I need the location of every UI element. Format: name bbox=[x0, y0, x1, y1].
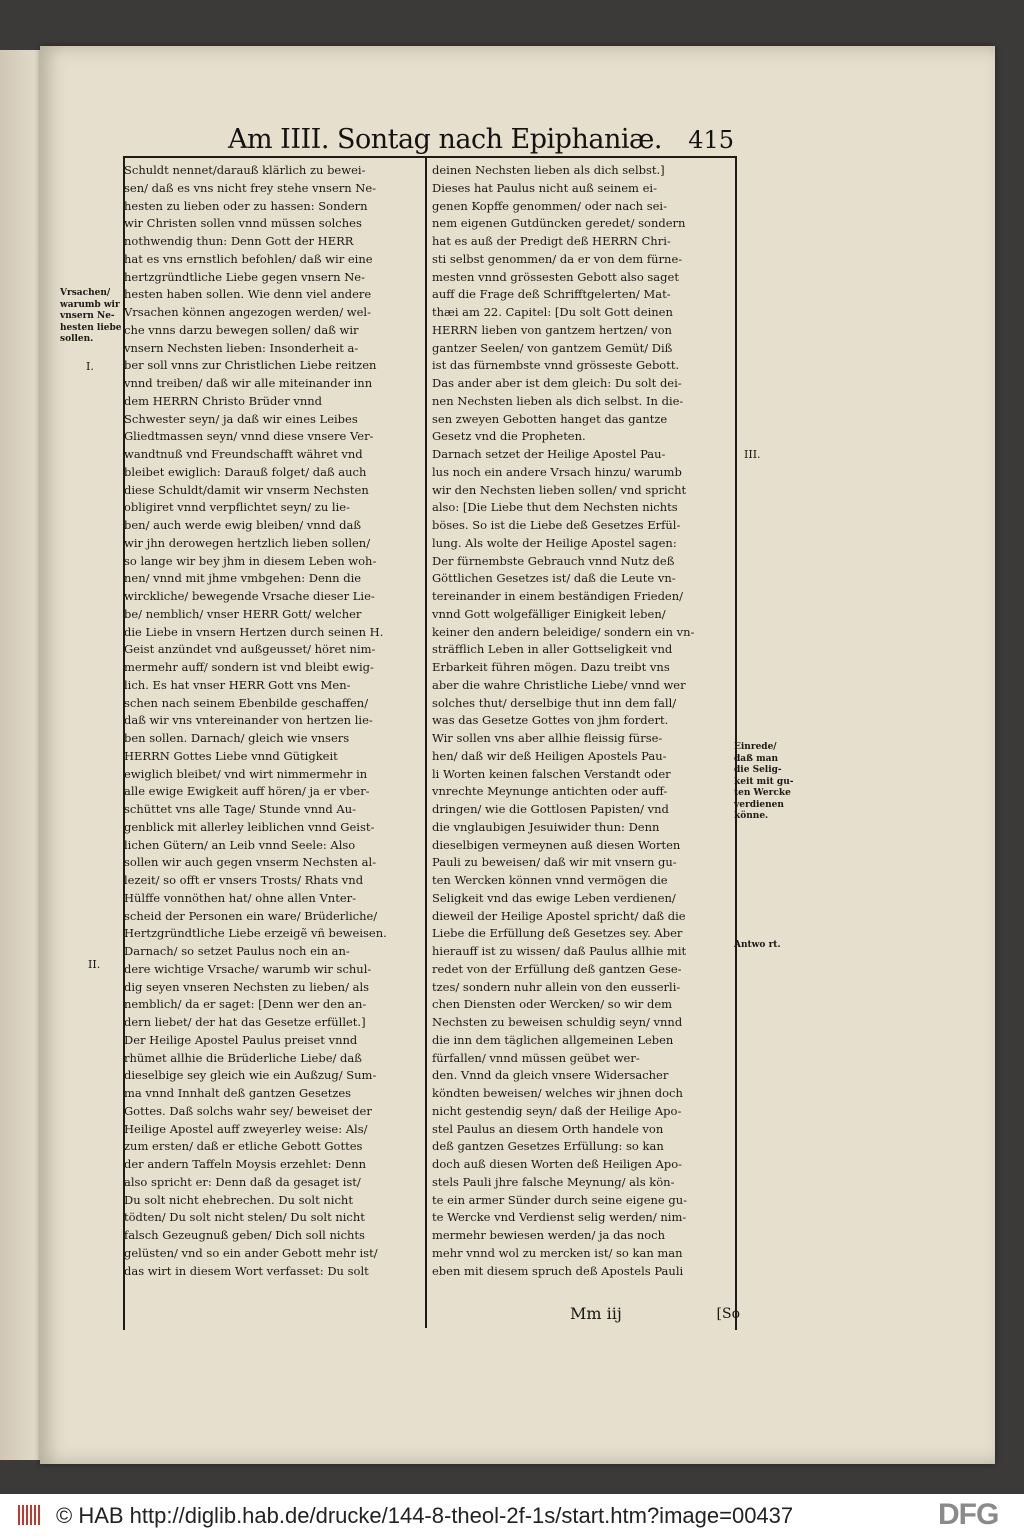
text-line: dere wichtige Vrsache/ warumb wir schul- bbox=[124, 961, 372, 976]
text-line: hierauff ist zu wissen/ daß Paulus allhie mit bbox=[432, 944, 687, 958]
text-line: Seligkeit vnd das ewige Leben verdienen/ bbox=[432, 890, 676, 905]
text-line: lus noch ein andere Vrsach hinzu/ warumb bbox=[432, 464, 682, 479]
text-line: li Worten keinen falschen Verstandt oder bbox=[432, 766, 671, 781]
text-line: mermehr auff/ sondern ist vnd bleibt ewig- bbox=[124, 660, 374, 674]
page-foot-marks bbox=[560, 1304, 740, 1326]
hab-library-icon bbox=[16, 1502, 42, 1528]
text-line: das wirt in diesem Wort verfasset: Du solt bbox=[124, 1263, 369, 1278]
text-line: hat es vns ernstlich befohlen/ daß wir eine bbox=[124, 251, 373, 266]
text-line: Gottes. Daß solchs wahr sey/ beweiset der bbox=[124, 1103, 372, 1118]
text-line: stel Paulus an diesem Orth handele von bbox=[432, 1121, 664, 1136]
text-line: Der Heilige Apostel Paulus preiset vnnd bbox=[124, 1032, 358, 1047]
text-line: gantzer Seelen/ von gantzem Gemüt/ Diß bbox=[432, 340, 673, 355]
text-line: be/ nemblich/ vnser HERR Gott/ welcher bbox=[124, 606, 362, 621]
text-line: Liebe die Erfüllung deß Gesetzes sey. Aber bbox=[432, 926, 683, 941]
text-line: nemblich/ da er saget: [Denn wer den an- bbox=[124, 997, 367, 1012]
text-line: redet von der Erfüllung deß gantzen Gese- bbox=[432, 961, 682, 976]
text-line: dieweil der Heilige Apostel spricht/ daß die bbox=[432, 908, 686, 923]
text-column-right bbox=[432, 162, 730, 1280]
text-column-left bbox=[124, 162, 422, 1280]
text-line: böses. So ist die Liebe deß Gesetzes Erfül- bbox=[432, 518, 681, 532]
text-line: sen/ daß es vns nicht frey stehe vnsern Ne- bbox=[124, 180, 377, 195]
text-line: rhümet allhie die Brüderliche Liebe/ daß bbox=[124, 1050, 362, 1065]
text-line: die inn dem täglichen allgemeinen Leben bbox=[432, 1032, 674, 1047]
text-line: HERRN lieben von gantzem hertzen/ von bbox=[432, 322, 672, 337]
text-line: vnsern Nechsten lieben: Insonderheit a- bbox=[124, 340, 359, 355]
text-line: tereinander in einem beständigen Frieden/ bbox=[432, 589, 684, 603]
text-line: wir den Nechsten lieben sollen/ vnd spricht bbox=[432, 482, 687, 497]
copyright-link[interactable]: © HAB http://diglib.hab.de/drucke/144-8-theol-2f-1s/start.htm?image=00437 bbox=[56, 1503, 794, 1528]
margin-roman-three: III. bbox=[744, 448, 761, 461]
text-line: te Wercke vnd Verdienst selig werden/ nim- bbox=[432, 1210, 687, 1225]
text-line: hesten zu lieben oder zu hassen: Sondern bbox=[124, 198, 368, 213]
text-line: hat es auß der Predigt deß HERRN Chri- bbox=[432, 234, 671, 248]
text-line: falsch Gezeugnuß geben/ Dich soll nichts bbox=[124, 1228, 365, 1242]
text-line: köndten beweisen/ welches wir jhnen doch bbox=[432, 1086, 683, 1100]
text-line: eben mit diesem spruch deß Apostels Pauli bbox=[432, 1263, 684, 1278]
text-line: te ein armer Sünder durch seine eigene gu- bbox=[432, 1192, 688, 1207]
text-line: ist das fürnembste vnnd grösseste Gebott. bbox=[432, 358, 680, 373]
text-line: Heilige Apostel auff zweyerley weise: Als/ bbox=[124, 1121, 368, 1136]
text-line: sträfflich Leben in aller Gottseligkeit vnd bbox=[432, 642, 673, 657]
text-line: sen zweyen Gebotten hanget das gantze bbox=[432, 411, 668, 426]
text-line: auff die Frage deß Schrifftgelerten/ Mat- bbox=[432, 287, 671, 302]
text-line: gelüsten/ vnd so ein ander Gebott mehr ist/ bbox=[124, 1245, 378, 1260]
text-line: mesten vnnd grössesten Gebott also saget bbox=[432, 269, 679, 284]
text-line: che vnns darzu bewegen sollen/ daß wir bbox=[124, 322, 359, 337]
text-line: Du solt nicht ehebrechen. Du solt nicht bbox=[124, 1192, 353, 1207]
text-line: ma vnnd Innhalt deß gantzen Gesetzes bbox=[124, 1086, 352, 1100]
text-line: Vrsachen können angezogen werden/ wel- bbox=[124, 305, 371, 319]
text-line: dringen/ wie die Gottlosen Papisten/ vnd bbox=[432, 802, 669, 816]
text-line: lung. Als wolte der Heilige Apostel sagen: bbox=[432, 535, 677, 550]
text-line: Schuldt nennet/darauß klärlich zu bewei- bbox=[124, 163, 366, 177]
text-line: was das Gesetze Gottes von jhm fordert. bbox=[432, 713, 669, 728]
text-line: solches thut/ derselbige thut inn dem fall/ bbox=[432, 695, 677, 710]
text-line: mehr vnnd wol zu mercken ist/ so kan man bbox=[432, 1245, 683, 1260]
text-line: Der fürnembste Gebrauch vnnd Nutz deß bbox=[432, 553, 675, 568]
signature-mark: Mm iij bbox=[570, 1304, 622, 1323]
text-line: ben sollen. Darnach/ gleich wie vnsers bbox=[124, 731, 350, 745]
text-line: schen nach seinem Ebenbilde geschaffen/ bbox=[124, 695, 369, 710]
text-line: Darnach/ so setzet Paulus noch ein an- bbox=[124, 944, 350, 958]
text-line: Gliedtmassen seyn/ vnnd diese vnsere Ver- bbox=[124, 429, 374, 444]
text-line: den. Vnnd da gleich vnsere Widersacher bbox=[432, 1068, 669, 1083]
text-line: Göttlichen Gesetzes ist/ daß die Leute vn- bbox=[432, 571, 676, 586]
text-line: Darnach setzet der Heilige Apostel Pau- bbox=[432, 447, 666, 461]
text-line: schüttet vns alle Tage/ Stunde vnnd Au- bbox=[124, 802, 357, 816]
text-line: wirckliche/ bewegende Vrsache dieser Lie- bbox=[124, 589, 375, 603]
text-line: ewiglich bleibet/ vnd wirt nimmermehr in bbox=[124, 766, 368, 781]
text-line: fürfallen/ vnnd müssen geübet wer- bbox=[432, 1050, 640, 1065]
page-number: 415 bbox=[688, 126, 734, 154]
text-line: Das ander aber ist dem gleich: Du solt dei- bbox=[432, 376, 682, 390]
text-line: stels Pauli jhre falsche Meynung/ als kön- bbox=[432, 1174, 675, 1189]
catchword: [So bbox=[716, 1306, 740, 1322]
text-line: dern liebet/ der hat das Gesetze erfüllet.] bbox=[124, 1015, 366, 1029]
text-line: tzes/ sondern nuhr allein von den eusserli- bbox=[432, 979, 681, 994]
text-line: ten Wercken können vnnd vermögen die bbox=[432, 873, 668, 887]
text-line: HERRN Gottes Liebe vnnd Gütigkeit bbox=[124, 748, 338, 763]
text-line: vnnd treiben/ daß wir alle miteinander inn bbox=[124, 376, 373, 390]
book-page bbox=[40, 46, 995, 1464]
text-line: chen Diensten oder Wercken/ so wir dem bbox=[432, 997, 673, 1012]
text-line: keiner den andern beleidige/ sondern ein vn- bbox=[432, 624, 695, 639]
text-line: nothwendig thun: Denn Gott der HERR bbox=[124, 234, 354, 248]
text-line: sti selbst genommen/ da er von dem fürne- bbox=[432, 251, 683, 266]
text-line: Wir sollen vns aber allhie fleissig fürse- bbox=[432, 731, 663, 745]
text-line: wir jhn derowegen hertzlich lieben sollen/ bbox=[124, 535, 371, 550]
dfg-logo: DFG bbox=[938, 1498, 999, 1531]
text-line: wir Christen sollen vnnd müssen solches bbox=[124, 216, 362, 231]
text-line: scheid der Personen ein ware/ Brüderliche/ bbox=[124, 908, 378, 923]
text-line: wandtnuß vnd Freundschafft währet vnd bbox=[124, 447, 363, 461]
text-line: also spricht er: Denn daß da gesaget ist/ bbox=[124, 1174, 361, 1189]
text-line: mermehr bewiesen werden/ ja das noch bbox=[432, 1228, 666, 1242]
text-line: lichen Gütern/ an Leib vnnd Seele: Also bbox=[124, 837, 356, 852]
text-line: Nechsten zu beweisen schuldig seyn/ vnnd bbox=[432, 1015, 683, 1029]
text-line: dieselbigen vermeynen auß diesen Worten bbox=[432, 837, 681, 852]
text-line: ben/ auch werde ewig bleiben/ vnnd daß bbox=[124, 518, 362, 532]
text-line: also: [Die Liebe thut dem Nechsten nichts bbox=[432, 500, 678, 515]
text-line: die vnglaubigen Jesuiwider thun: Denn bbox=[432, 819, 660, 834]
text-line: bleibet ewiglich: Darauß folget/ daß auch bbox=[124, 464, 367, 479]
margin-roman-one: I. bbox=[86, 360, 94, 373]
text-line: lezeit/ so offt er vnsers Trosts/ Rhats vnd bbox=[124, 873, 364, 887]
text-line: Pauli zu beweisen/ daß wir mit vnsern gu- bbox=[432, 855, 677, 870]
text-line: dieselbige sey gleich wie ein Außzug/ Sum- bbox=[124, 1068, 377, 1083]
text-line: nicht gestendig seyn/ daß der Heilige Apo- bbox=[432, 1103, 682, 1118]
text-line: vnnd Gott wolgefälliger Einigkeit leben/ bbox=[432, 606, 666, 621]
text-line: hen/ daß wir deß Heiligen Apostels Pau- bbox=[432, 748, 667, 763]
text-line: alle ewige Ewigkeit auff hören/ ja er vber- bbox=[124, 784, 370, 799]
text-line: Gesetz vnd die Propheten. bbox=[432, 429, 586, 444]
text-line: doch auß diesen Worten deß Heiligen Apo- bbox=[432, 1157, 683, 1171]
text-line: sollen wir auch gegen vnserm Nechsten al- bbox=[124, 855, 377, 870]
text-line: hesten haben sollen. Wie denn viel andere bbox=[124, 287, 372, 302]
text-line: Hülffe vonnöthen hat/ ohne allen Vnter- bbox=[124, 890, 357, 905]
margin-note-causes: Vrsachen/ warumb wir vnsern Ne- hesten liebe sollen. bbox=[60, 288, 122, 344]
text-line: der andern Taffeln Moysis erzehlet: Denn bbox=[124, 1157, 367, 1171]
text-line: Erbarkeit führen mögen. Dazu treibt vns bbox=[432, 660, 670, 674]
text-line: deinen Nechsten lieben als dich selbst.] bbox=[432, 163, 665, 177]
running-title: Am IIII. Sontag nach Epiphaniæ. bbox=[228, 124, 662, 155]
text-line: deß gantzen Gesetzes Erfüllung: so kan bbox=[432, 1139, 664, 1154]
column-divider bbox=[425, 158, 427, 1328]
text-line: zum ersten/ daß er etliche Gebott Gottes bbox=[124, 1139, 363, 1154]
page-header bbox=[118, 122, 740, 158]
footer-bar bbox=[0, 1494, 1024, 1538]
text-line: dig seyen vnseren Nechsten zu lieben/ als bbox=[124, 979, 370, 994]
margin-roman-two: II. bbox=[88, 958, 101, 971]
text-line: diese Schuldt/damit wir vnserm Nechsten bbox=[124, 482, 369, 497]
text-line: thæi am 22. Capitel: [Du solt Gott deinen bbox=[432, 305, 673, 319]
text-line: Dieses hat Paulus nicht auß seinem ei- bbox=[432, 180, 657, 195]
text-line: Schwester seyn/ ja daß wir eines Leibes bbox=[124, 411, 358, 426]
text-line: nen/ vnnd mit jhme vmbgehen: Denn die bbox=[124, 571, 362, 586]
text-line: aber die wahre Christliche Liebe/ vnnd wer bbox=[432, 677, 686, 692]
margin-note-answer: Antwo rt. bbox=[734, 940, 781, 950]
text-line: daß wir vns vntereinander von hertzen lie- bbox=[124, 713, 373, 728]
text-line: Hertzgründtliche Liebe erzeigẽ vñ beweisen. bbox=[124, 926, 387, 941]
margin-note-objection: Einrede/ daß man die Selig- keit mit gu- ten Wercke verdienen könne. bbox=[734, 742, 794, 821]
text-line: lich. Es hat vnser HERR Gott vns Men- bbox=[124, 677, 351, 692]
text-line: genen Kopffe genommen/ oder nach sei- bbox=[432, 198, 667, 213]
text-line: nen Nechsten lieben als dich selbst. In die- bbox=[432, 393, 684, 408]
text-line: ber soll vnns zur Christlichen Liebe reitzen bbox=[124, 358, 377, 373]
text-line: tödten/ Du solt nicht stelen/ Du solt nicht bbox=[124, 1210, 365, 1225]
text-line: obligiret vnnd verpflichtet seyn/ zu lie- bbox=[124, 500, 350, 515]
text-line: genblick mit allerley leiblichen vnnd Geist- bbox=[124, 819, 375, 834]
text-line: die Liebe in vnsern Hertzen durch seinen H. bbox=[124, 624, 384, 639]
text-line: dem HERRN Christo Brüder vnnd bbox=[124, 393, 323, 408]
text-line: hertzgründtliche Liebe gegen vnsern Ne- bbox=[124, 269, 365, 284]
text-line: nem eigenen Gutdüncken geredet/ sondern bbox=[432, 216, 686, 231]
text-line: so lange wir bey jhm in diesem Leben woh- bbox=[124, 553, 377, 568]
text-line: vnrechte Meynunge antichten oder auff- bbox=[432, 784, 668, 799]
text-line: Geist anzündet vnd außgeusset/ höret nim- bbox=[124, 642, 376, 657]
